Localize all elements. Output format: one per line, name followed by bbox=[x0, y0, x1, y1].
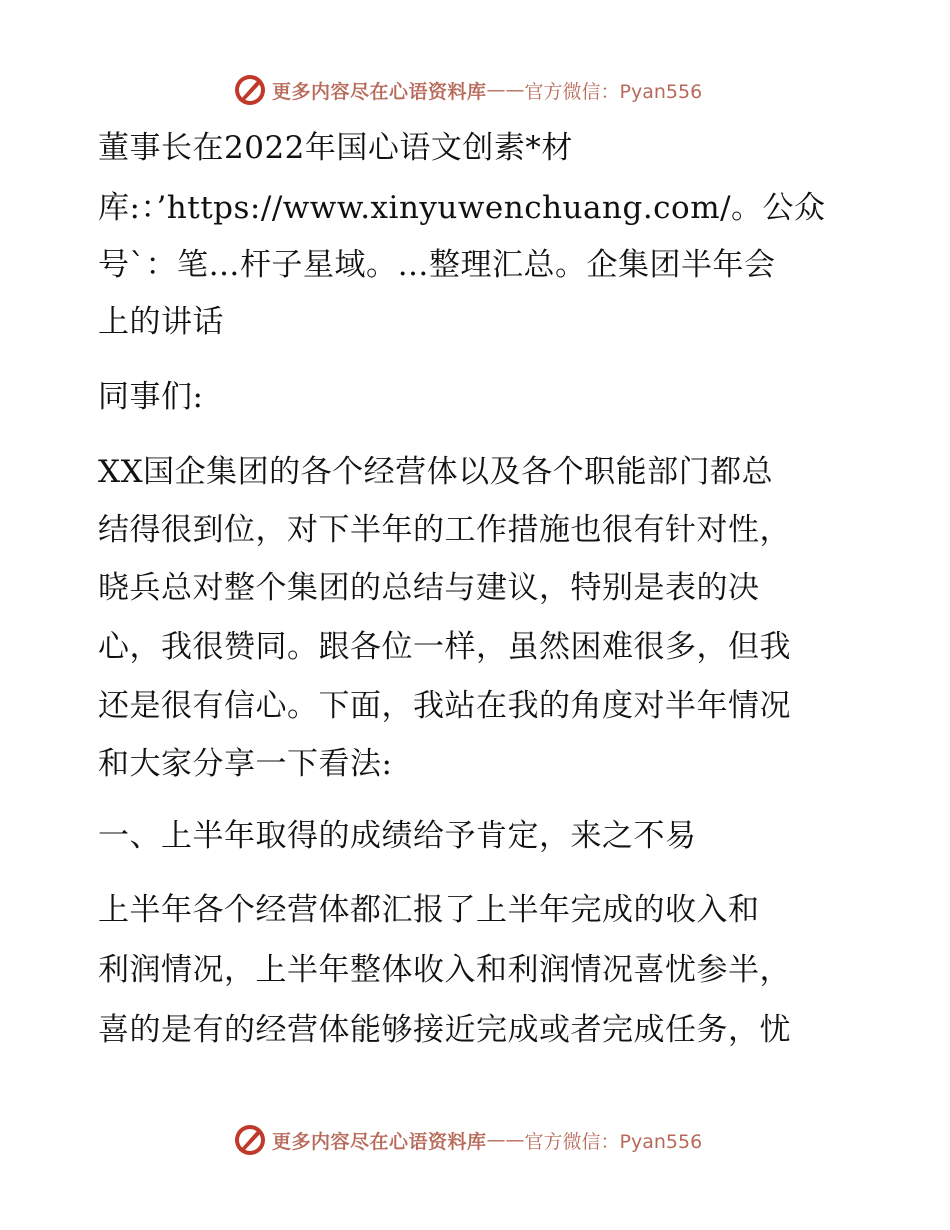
title-line: 上的讲话 bbox=[98, 304, 224, 340]
watermark-separator: —— bbox=[486, 1129, 525, 1151]
section-heading: 一、上半年取得的成绩给予肯定，来之不易 bbox=[98, 818, 697, 854]
header-watermark-banner bbox=[232, 72, 702, 108]
title-line: 库:：’https://www.xinyuwenchuang.com/。公众 bbox=[98, 190, 826, 226]
quill-logo-icon bbox=[232, 1122, 268, 1158]
footer-watermark-banner bbox=[232, 1122, 702, 1158]
paragraph-line: 利润情况，上半年整体收入和利润情况喜忧参半， bbox=[98, 952, 791, 988]
salutation: 同事们: bbox=[98, 379, 204, 415]
watermark-separator: —— bbox=[486, 79, 525, 101]
paragraph-line: 上半年各个经营体都汇报了上半年完成的收入和 bbox=[98, 892, 760, 928]
paragraph-line: 结得很到位，对下半年的工作措施也很有针对性， bbox=[98, 512, 791, 548]
title-line: 号`：笔…杆子星域。…整理汇总。企集团半年会 bbox=[98, 247, 776, 283]
quill-logo-icon bbox=[232, 72, 268, 108]
paragraph-line: 喜的是有的经营体能够接近完成或者完成任务，忧 bbox=[98, 1012, 791, 1048]
title-line: 董事长在2022年国心语文创素*材 bbox=[98, 130, 573, 166]
paragraph-line: 晓兵总对整个集团的总结与建议，特别是表的决 bbox=[98, 570, 760, 606]
paragraph-line: XX国企集团的各个经营体以及各个职能部门都总 bbox=[98, 454, 774, 490]
watermark-brand-text: 更多内容尽在心语资料库 bbox=[272, 80, 487, 103]
watermark-wechat-text: 官方微信：Pyan556 bbox=[524, 80, 703, 103]
paragraph-line: 还是很有信心。下面，我站在我的角度对半年情况 bbox=[98, 688, 791, 724]
watermark-wechat-text: 官方微信：Pyan556 bbox=[524, 1130, 703, 1153]
paragraph-line: 和大家分享一下看法: bbox=[98, 746, 393, 782]
watermark-brand-text: 更多内容尽在心语资料库 bbox=[272, 1130, 487, 1153]
paragraph-line: 心，我很赞同。跟各位一样，虽然困难很多，但我 bbox=[98, 629, 791, 665]
